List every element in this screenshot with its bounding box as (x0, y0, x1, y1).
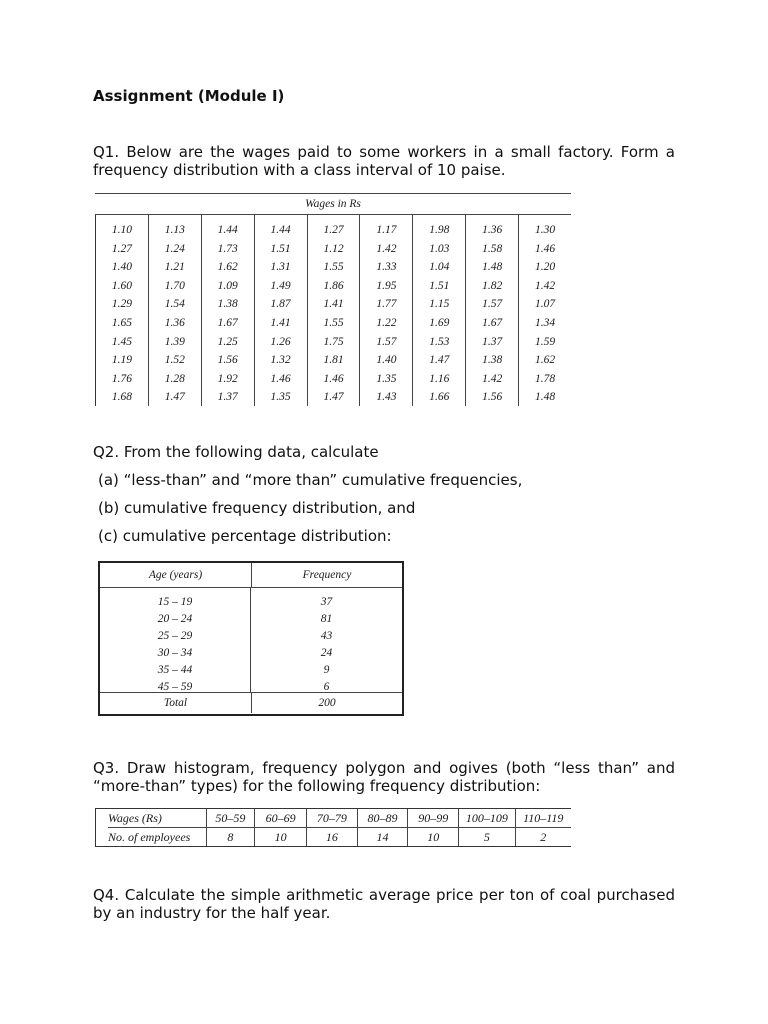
wages-column (254, 215, 307, 406)
employee-count-cell: 16 (325, 830, 338, 844)
age-values (100, 588, 251, 693)
wage-cell: 1.95 (376, 279, 397, 292)
frequency-cell: 6 (323, 681, 330, 693)
wage-class-column (206, 809, 255, 846)
wage-cell: 1.59 (535, 335, 556, 348)
wage-cell: 1.75 (323, 335, 344, 348)
wage-class-column (458, 809, 514, 846)
frequency-cell: 37 (320, 596, 333, 608)
wage-cell: 1.32 (270, 354, 291, 367)
wage-cell: 1.48 (535, 391, 556, 404)
wage-cell: 1.51 (429, 279, 450, 292)
wage-cell: 1.47 (164, 391, 185, 404)
wage-cell: 1.86 (323, 279, 344, 292)
wages-column (307, 215, 360, 406)
wage-cell: 1.40 (111, 261, 132, 274)
wage-cell: 1.19 (111, 354, 132, 367)
wage-cell: 1.57 (482, 298, 503, 311)
wage-cell: 1.66 (429, 391, 450, 404)
wages-column (95, 215, 148, 406)
wage-cell: 1.60 (111, 279, 132, 292)
wage-cell: 1.24 (164, 242, 185, 255)
wage-class-column (357, 809, 408, 846)
wage-cell: 1.41 (323, 298, 344, 311)
wage-cell: 1.82 (482, 279, 503, 292)
wages-column (148, 215, 201, 406)
wage-cell: 1.77 (376, 298, 397, 311)
wage-cell: 1.56 (482, 391, 503, 404)
wages-table (95, 193, 571, 406)
wage-class-cell: 70–79 (307, 809, 357, 828)
wages-table-caption: Wages in Rs (95, 194, 571, 215)
wage-cell: 1.37 (217, 391, 238, 404)
wage-cell: 1.58 (482, 242, 503, 255)
employee-count-cell: 2 (540, 830, 547, 844)
wage-cell: 1.07 (535, 298, 556, 311)
wage-class-column (515, 809, 571, 846)
wage-cell: 1.43 (376, 391, 397, 404)
question-2-part-a: (a) “less-than” and “more than” cumulative frequencies, (98, 471, 523, 489)
frequency-cell: 81 (320, 613, 333, 625)
age-column-header: Age (years) (100, 563, 252, 588)
wage-cell: 1.65 (111, 316, 132, 329)
wage-cell: 1.04 (429, 261, 450, 274)
wage-cell: 1.47 (323, 391, 344, 404)
wages-table-grid (95, 215, 571, 406)
question-2-part-c: (c) cumulative percentage distribution: (98, 527, 392, 545)
wage-cell: 1.57 (376, 335, 397, 348)
wage-cell: 1.12 (323, 242, 344, 255)
question-4-text: Q4. Calculate the simple arithmetic average price per ton of coal purchased by an industry for the half year. (93, 886, 675, 922)
wages-row-label: Wages (Rs) (108, 809, 206, 828)
wage-cell: 1.35 (270, 391, 291, 404)
wage-cell: 1.55 (323, 316, 344, 329)
wage-cell: 1.13 (164, 224, 185, 236)
wage-cell: 1.26 (270, 335, 291, 348)
wage-cell: 1.70 (164, 279, 185, 292)
wage-class-cell: 50–59 (207, 809, 255, 828)
wage-class-cell: 80–89 (358, 809, 408, 828)
question-2-text: Q2. From the following data, calculate (93, 443, 379, 461)
wage-class-cell: 100–109 (459, 809, 514, 828)
wage-cell: 1.44 (217, 224, 238, 236)
wage-cell: 1.17 (376, 224, 397, 236)
wage-cell: 1.98 (429, 224, 450, 236)
employee-count-cell: 10 (274, 830, 287, 844)
age-frequency-table (98, 561, 404, 716)
employee-count-cell: 8 (227, 830, 234, 844)
wage-cell: 1.69 (429, 316, 450, 329)
wage-cell: 1.37 (482, 335, 503, 348)
employee-count-cell: 10 (427, 830, 440, 844)
wage-distribution-table (95, 808, 571, 847)
wage-cell: 1.47 (429, 354, 450, 367)
wage-cell: 1.20 (535, 261, 556, 274)
wage-class-cell: 110–119 (516, 809, 571, 828)
wage-cell: 1.10 (111, 224, 132, 236)
wage-cell: 1.35 (376, 372, 397, 385)
wage-class-cell: 60–69 (255, 809, 306, 828)
wage-cell: 1.40 (376, 354, 397, 367)
question-3-text: Q3. Draw histogram, frequency polygon and ogives (both “less than” and “more-than” types) for the following frequency distribution: (93, 759, 675, 795)
wage-cell: 1.55 (323, 261, 344, 274)
row-labels-column (95, 809, 206, 846)
age-group-cell: 30 – 34 (157, 647, 193, 659)
wage-cell: 1.41 (270, 316, 291, 329)
wage-cell: 1.30 (535, 224, 556, 236)
wage-cell: 1.27 (111, 242, 132, 255)
wage-cell: 1.54 (164, 298, 185, 311)
age-group-cell: 15 – 19 (157, 596, 193, 608)
wage-cell: 1.42 (376, 242, 397, 255)
wage-cell: 1.92 (217, 372, 238, 385)
page-title: Assignment (Module I) (93, 87, 285, 105)
wage-cell: 1.62 (217, 261, 238, 274)
wage-class-cell: 90–99 (408, 809, 458, 828)
wage-cell: 1.87 (270, 298, 291, 311)
wage-class-column (306, 809, 357, 846)
wage-cell: 1.22 (376, 316, 397, 329)
wages-column (201, 215, 254, 406)
wage-cell: 1.76 (111, 372, 132, 385)
wage-cell: 1.03 (429, 242, 450, 255)
wage-cell: 1.39 (164, 335, 185, 348)
wages-column (412, 215, 465, 406)
question-2-part-b: (b) cumulative frequency distribution, and (98, 499, 416, 517)
frequency-cell: 9 (323, 664, 330, 676)
wage-cell: 1.49 (270, 279, 291, 292)
wage-cell: 1.28 (164, 372, 185, 385)
wage-cell: 1.33 (376, 261, 397, 274)
wage-cell: 1.34 (535, 316, 556, 329)
wage-cell: 1.51 (270, 242, 291, 255)
wage-cell: 1.25 (217, 335, 238, 348)
wage-cell: 1.46 (270, 372, 291, 385)
wage-cell: 1.16 (429, 372, 450, 385)
wage-cell: 1.42 (482, 372, 503, 385)
wage-cell: 1.36 (164, 316, 185, 329)
employees-row-label: No. of employees (108, 830, 191, 844)
wage-cell: 1.46 (535, 242, 556, 255)
wage-cell: 1.45 (111, 335, 132, 348)
wage-cell: 1.21 (164, 261, 185, 274)
wage-cell: 1.15 (429, 298, 450, 311)
age-group-cell: 45 – 59 (157, 681, 193, 693)
employee-count-cell: 5 (483, 830, 490, 844)
frequency-cell: 43 (320, 630, 333, 642)
wage-cell: 1.46 (323, 372, 344, 385)
wages-column (359, 215, 412, 406)
wages-column (518, 215, 571, 406)
wage-cell: 1.78 (535, 372, 556, 385)
frequency-values (251, 588, 402, 693)
wage-class-column (254, 809, 306, 846)
total-label: Total (100, 693, 252, 713)
wage-class-column (407, 809, 458, 846)
wage-cell: 1.48 (482, 261, 503, 274)
wage-cell: 1.09 (217, 279, 238, 292)
age-group-cell: 20 – 24 (157, 613, 193, 625)
wage-cell: 1.73 (217, 242, 238, 255)
wage-cell: 1.81 (323, 354, 344, 367)
wage-cell: 1.31 (270, 261, 291, 274)
wage-cell: 1.56 (217, 354, 238, 367)
frequency-column-header: Frequency (252, 563, 402, 588)
frequency-cell: 24 (320, 647, 333, 659)
total-value: 200 (318, 697, 336, 709)
wage-cell: 1.53 (429, 335, 450, 348)
wage-cell: 1.44 (270, 224, 291, 236)
employee-count-cell: 14 (376, 830, 389, 844)
wage-cell: 1.38 (482, 354, 503, 367)
wage-cell: 1.52 (164, 354, 185, 367)
wage-cell: 1.62 (535, 354, 556, 367)
wage-cell: 1.36 (482, 224, 503, 236)
wage-cell: 1.42 (535, 279, 556, 292)
wage-cell: 1.67 (217, 316, 238, 329)
question-1-text: Q1. Below are the wages paid to some workers in a small factory. Form a frequency distribution with a class interval of 10 paise. (93, 143, 675, 179)
wage-cell: 1.68 (111, 391, 132, 404)
age-group-cell: 25 – 29 (157, 630, 193, 642)
wages-column (465, 215, 518, 406)
wage-cell: 1.29 (111, 298, 132, 311)
age-group-cell: 35 – 44 (157, 664, 193, 676)
wage-cell: 1.27 (323, 224, 344, 236)
wage-cell: 1.67 (482, 316, 503, 329)
wage-cell: 1.38 (217, 298, 238, 311)
